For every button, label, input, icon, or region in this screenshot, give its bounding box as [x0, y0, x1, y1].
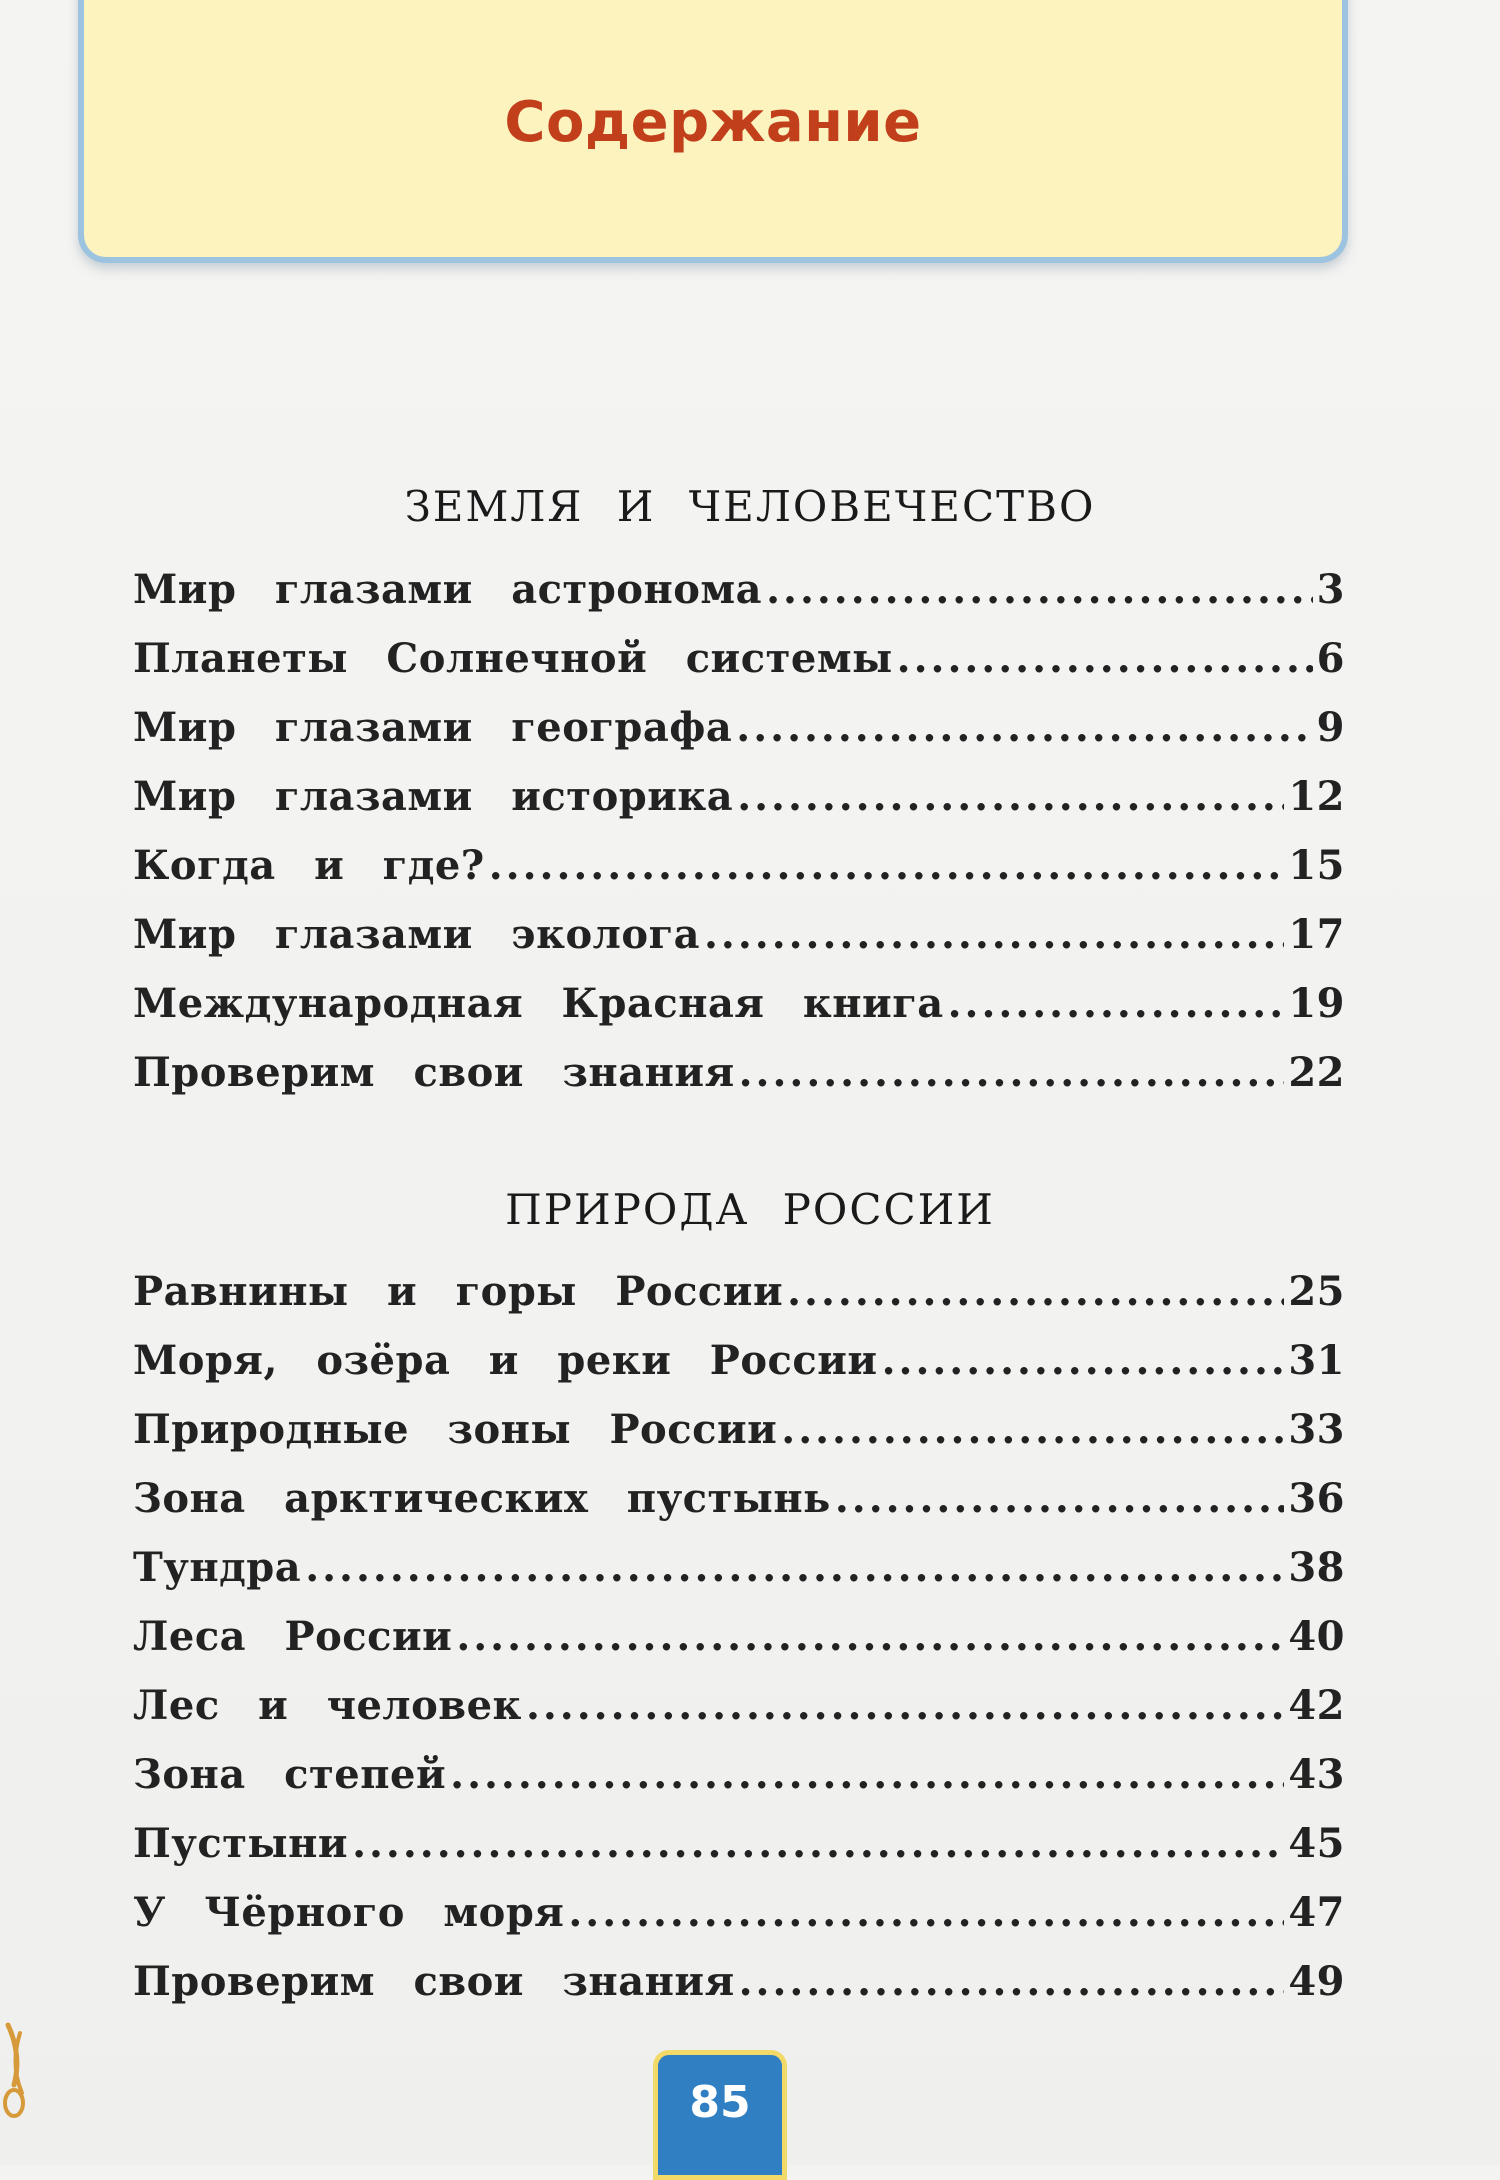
toc-leader-dots [766, 566, 1313, 613]
toc-leader-dots [489, 842, 1285, 889]
toc-item-page: 9 [1316, 704, 1345, 751]
toc-item-label: Моря, озёра и реки России [133, 1337, 878, 1384]
page-number: 85 [689, 2077, 751, 2128]
toc-item-page: 25 [1288, 1268, 1345, 1315]
toc-list-section-2 [133, 1268, 1345, 2027]
toc-item-page: 43 [1288, 1751, 1345, 1798]
toc-item[interactable] [133, 842, 1345, 911]
page-title: Содержание [504, 90, 922, 155]
toc-item-page: 38 [1288, 1544, 1345, 1591]
toc-item-label: Когда и где? [133, 842, 485, 889]
toc-item-page: 42 [1288, 1682, 1345, 1729]
toc-item-page: 33 [1288, 1406, 1345, 1453]
toc-leader-dots [739, 1958, 1285, 2005]
toc-item[interactable] [133, 773, 1345, 842]
toc-leader-dots [704, 911, 1284, 958]
toc-item[interactable] [133, 1958, 1345, 2027]
page-number-badge [653, 2050, 787, 2180]
toc-item[interactable] [133, 1682, 1345, 1751]
toc-item-label: Мир глазами астронома [133, 566, 763, 613]
toc-item-label: Природные зоны России [133, 1406, 778, 1453]
toc-leader-dots [456, 1613, 1284, 1660]
toc-item[interactable] [133, 1544, 1345, 1613]
toc-item[interactable] [133, 1751, 1345, 1820]
toc-leader-dots [787, 1268, 1284, 1315]
toc-item-page: 31 [1288, 1337, 1345, 1384]
toc-item-label: Пустыни [133, 1820, 349, 1867]
toc-list-section-1 [133, 566, 1345, 1118]
toc-item-label: Равнины и горы России [133, 1268, 784, 1315]
toc-item-label: Мир глазами эколога [133, 911, 700, 958]
toc-item-label: Зона арктических пустынь [133, 1475, 831, 1522]
toc-item[interactable] [133, 911, 1345, 980]
toc-item-page: 45 [1288, 1820, 1345, 1867]
toc-leader-dots [352, 1820, 1284, 1867]
toc-item[interactable] [133, 1613, 1345, 1682]
toc-item-page: 40 [1288, 1613, 1345, 1660]
toc-item-page: 49 [1288, 1958, 1345, 2005]
toc-item-label: Проверим свои знания [133, 1958, 735, 2005]
toc-item-page: 15 [1288, 842, 1345, 889]
toc-item-label: Тундра [133, 1544, 302, 1591]
toc-item[interactable] [133, 704, 1345, 773]
toc-leader-dots [305, 1544, 1284, 1591]
toc-item-page: 12 [1288, 773, 1345, 820]
toc-leader-dots [835, 1475, 1284, 1522]
toc-item-label: У Чёрного моря [133, 1889, 565, 1936]
toc-item[interactable] [133, 1337, 1345, 1406]
toc-item-page: 6 [1316, 635, 1345, 682]
toc-item-label: Леса России [133, 1613, 453, 1660]
toc-item[interactable] [133, 1049, 1345, 1118]
toc-leader-dots [739, 1049, 1285, 1096]
toc-item[interactable] [133, 635, 1345, 704]
toc-item[interactable] [133, 1889, 1345, 1958]
toc-item-label: Лес и человек [133, 1682, 522, 1729]
toc-item[interactable] [133, 566, 1345, 635]
toc-leader-dots [736, 704, 1312, 751]
toc-item-page: 3 [1316, 566, 1345, 613]
scissors-icon [0, 2015, 40, 2125]
toc-item[interactable] [133, 1406, 1345, 1475]
toc-leader-dots [781, 1406, 1284, 1453]
toc-item[interactable] [133, 1475, 1345, 1544]
toc-leader-dots [737, 773, 1284, 820]
toc-item-page: 47 [1288, 1889, 1345, 1936]
toc-item-label: Зона степей [133, 1751, 447, 1798]
toc-item-page: 36 [1288, 1475, 1345, 1522]
toc-item-label: Проверим свои знания [133, 1049, 735, 1096]
toc-item-label: Мир глазами историка [133, 773, 734, 820]
toc-item[interactable] [133, 980, 1345, 1049]
toc-leader-dots [526, 1682, 1284, 1729]
toc-item-label: Мир глазами географа [133, 704, 733, 751]
toc-leader-dots [568, 1889, 1284, 1936]
toc-item-label: Планеты Солнечной системы [133, 635, 893, 682]
toc-item[interactable] [133, 1268, 1345, 1337]
toc-item-page: 19 [1288, 980, 1345, 1027]
toc-leader-dots [948, 980, 1285, 1027]
toc-item[interactable] [133, 1820, 1345, 1889]
toc-leader-dots [450, 1751, 1284, 1798]
toc-item-page: 22 [1288, 1049, 1345, 1096]
section-heading-nature-russia: ПРИРОДА РОССИИ [505, 1185, 995, 1234]
toc-item-label: Международная Красная книга [133, 980, 944, 1027]
toc-leader-dots [897, 635, 1313, 682]
section-heading-earth-humanity: ЗЕМЛЯ И ЧЕЛОВЕЧЕСТВО [404, 482, 1096, 531]
toc-item-page: 17 [1288, 911, 1345, 958]
title-banner [78, 0, 1348, 263]
toc-leader-dots [882, 1337, 1285, 1384]
